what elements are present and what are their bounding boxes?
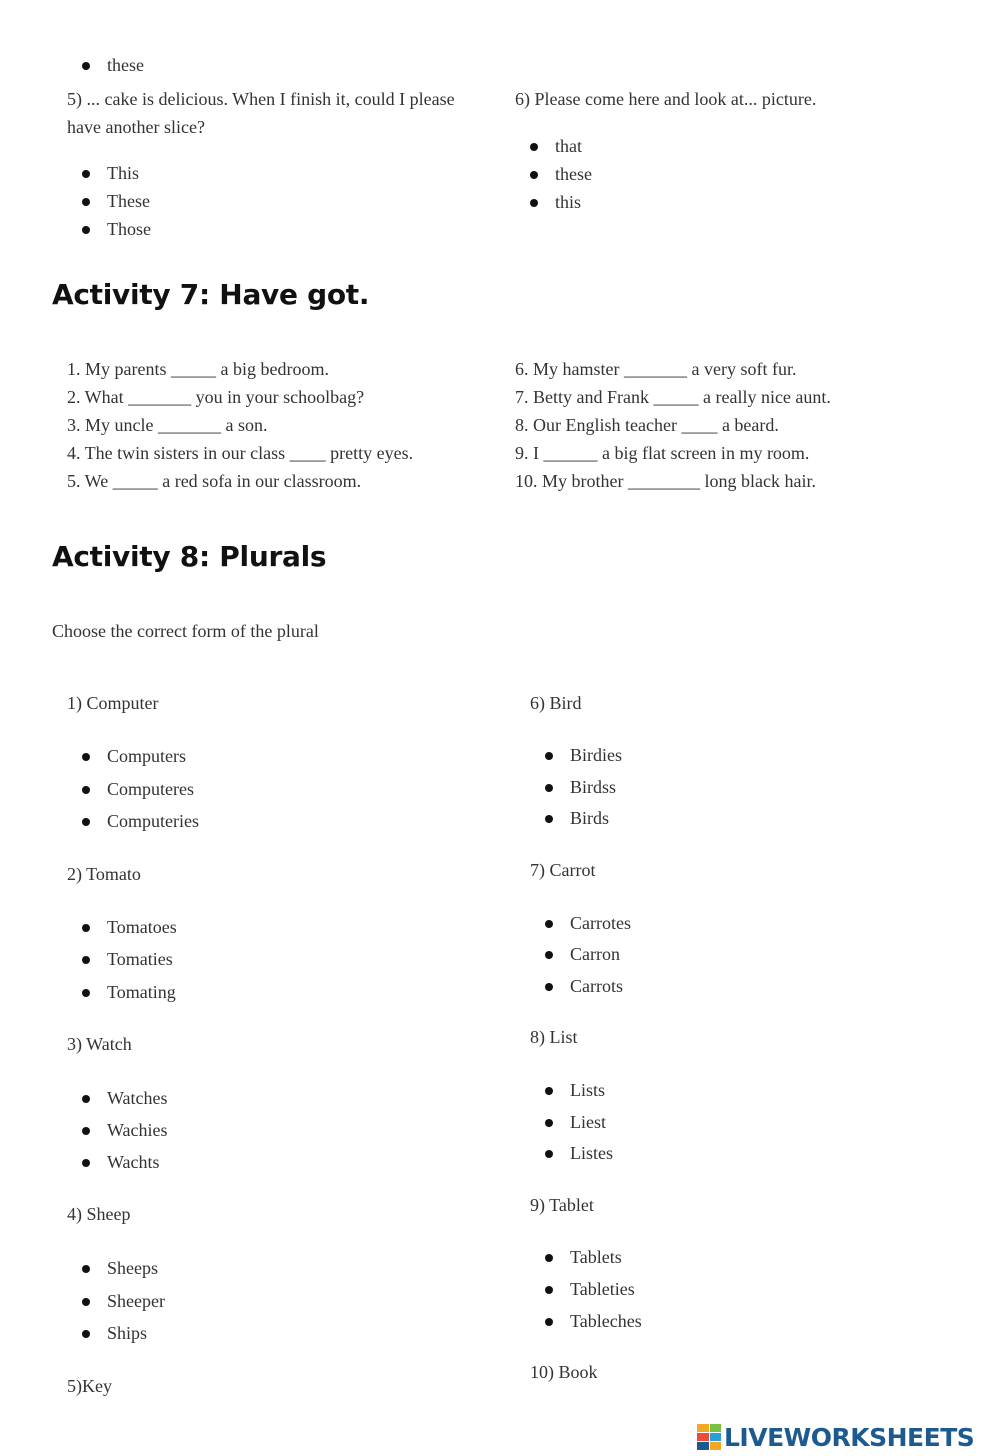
bullet-icon [82,786,90,794]
liveworksheets-logo-icon [697,1424,721,1450]
sentence-item: 3. My uncle _______ a son. [67,415,268,435]
bullet-icon [545,815,553,823]
question-label: 8) List [530,1027,578,1047]
bullet-icon [82,1330,90,1338]
bullet-icon [82,924,90,932]
option-label: Birds [570,808,610,828]
activity-8-title: Activity 8: Plurals [52,540,327,573]
option-label: Sheeper [107,1291,165,1311]
bullet-icon [545,951,553,959]
option-label: Those [107,219,151,239]
bullet-icon [545,1254,553,1262]
option-label: Birdies [570,745,622,765]
option-label: Computeries [107,811,199,831]
question-label: 4) Sheep [67,1204,131,1224]
sentence-item: 9. I ______ a big flat screen in my room. [515,443,810,463]
question-label: 1) Computer [67,693,159,713]
brand-name: LIVEWORKSHEETS [724,1422,975,1452]
bullet-icon [82,1159,90,1167]
option-label: that [555,136,582,156]
option-label: Carron [570,944,620,964]
option-label: Liest [570,1112,606,1132]
sentence-item: 4. The twin sisters in our class ____ pretty eyes. [67,443,414,463]
bullet-icon [545,784,553,792]
bullet-icon [545,1318,553,1326]
sentence-item: 8. Our English teacher ____ a beard. [515,415,779,435]
bullet-icon [530,171,538,179]
bullet-icon [82,198,90,206]
question-label: 5)Key [67,1376,112,1396]
bullet-icon [545,1087,553,1095]
option-label: these [555,164,592,184]
option-label: Tableches [570,1311,642,1331]
option-label: These [107,191,150,211]
activity-7-title: Activity 7: Have got. [52,278,370,311]
sentence-item: 1. My parents _____ a big bedroom. [67,359,329,379]
bullet-icon [545,1286,553,1294]
bullet-icon [545,983,553,991]
option-label: Carrotes [570,913,631,933]
bullet-icon [82,170,90,178]
option-label: Ships [107,1323,148,1343]
option-label: Watches [107,1088,168,1108]
question-label: 2) Tomato [67,864,141,884]
question-label: 10) Book [530,1362,598,1382]
bullet-icon [530,199,538,207]
question-label: 7) Carrot [530,860,596,880]
bullet-icon [82,753,90,761]
sentence-item: 10. My brother ________ long black hair. [515,471,816,491]
option-label: Tomating [107,982,176,1002]
option-label: Tableties [570,1279,635,1299]
sentence-item: 7. Betty and Frank _____ a really nice aunt. [515,387,831,407]
liveworksheets-logo [697,1422,974,1452]
question-label: 9) Tablet [530,1195,594,1215]
option-label: This [107,163,140,183]
option-label: Carrots [570,976,623,996]
sentence-item: 2. What _______ you in your schoolbag? [67,387,365,407]
option-label: Sheeps [107,1258,158,1278]
question-6-text: 6) Please come here and look at... picture. [515,89,817,109]
bullet-icon [530,143,538,151]
question-label: 6) Bird [530,693,582,713]
bullet-icon [545,1150,553,1158]
bullet-icon [82,62,90,70]
question-5-text: 5) ... cake is delicious. When I finish it, could I please have another slice? [67,89,455,137]
option-label: Tomatoes [107,917,177,937]
bullet-icon [545,920,553,928]
bullet-icon [82,1095,90,1103]
option-label: Wachts [107,1152,160,1172]
option-label: Tablets [570,1247,622,1267]
bullet-icon [82,1127,90,1135]
bullet-icon [82,818,90,826]
activity-8-instruction: Choose the correct form of the plural [52,621,319,641]
bullet-icon [82,226,90,234]
option-label: Wachies [107,1120,168,1140]
bullet-icon [82,956,90,964]
question-label: 3) Watch [67,1034,132,1054]
sentence-item: 6. My hamster _______ a very soft fur. [515,359,797,379]
option-label: Tomaties [107,949,173,969]
bullet-icon [82,1298,90,1306]
option-label: Computers [107,746,186,766]
bullet-icon [545,752,553,760]
bullet-icon [82,989,90,997]
option-label: these [107,55,144,75]
option-label: Computeres [107,779,194,799]
bullet-icon [545,1119,553,1127]
option-label: Lists [570,1080,606,1100]
option-label: Listes [570,1143,613,1163]
bullet-icon [82,1265,90,1273]
sentence-item: 5. We _____ a red sofa in our classroom. [67,471,362,491]
option-label: this [555,192,582,212]
option-label: Birdss [570,777,617,797]
